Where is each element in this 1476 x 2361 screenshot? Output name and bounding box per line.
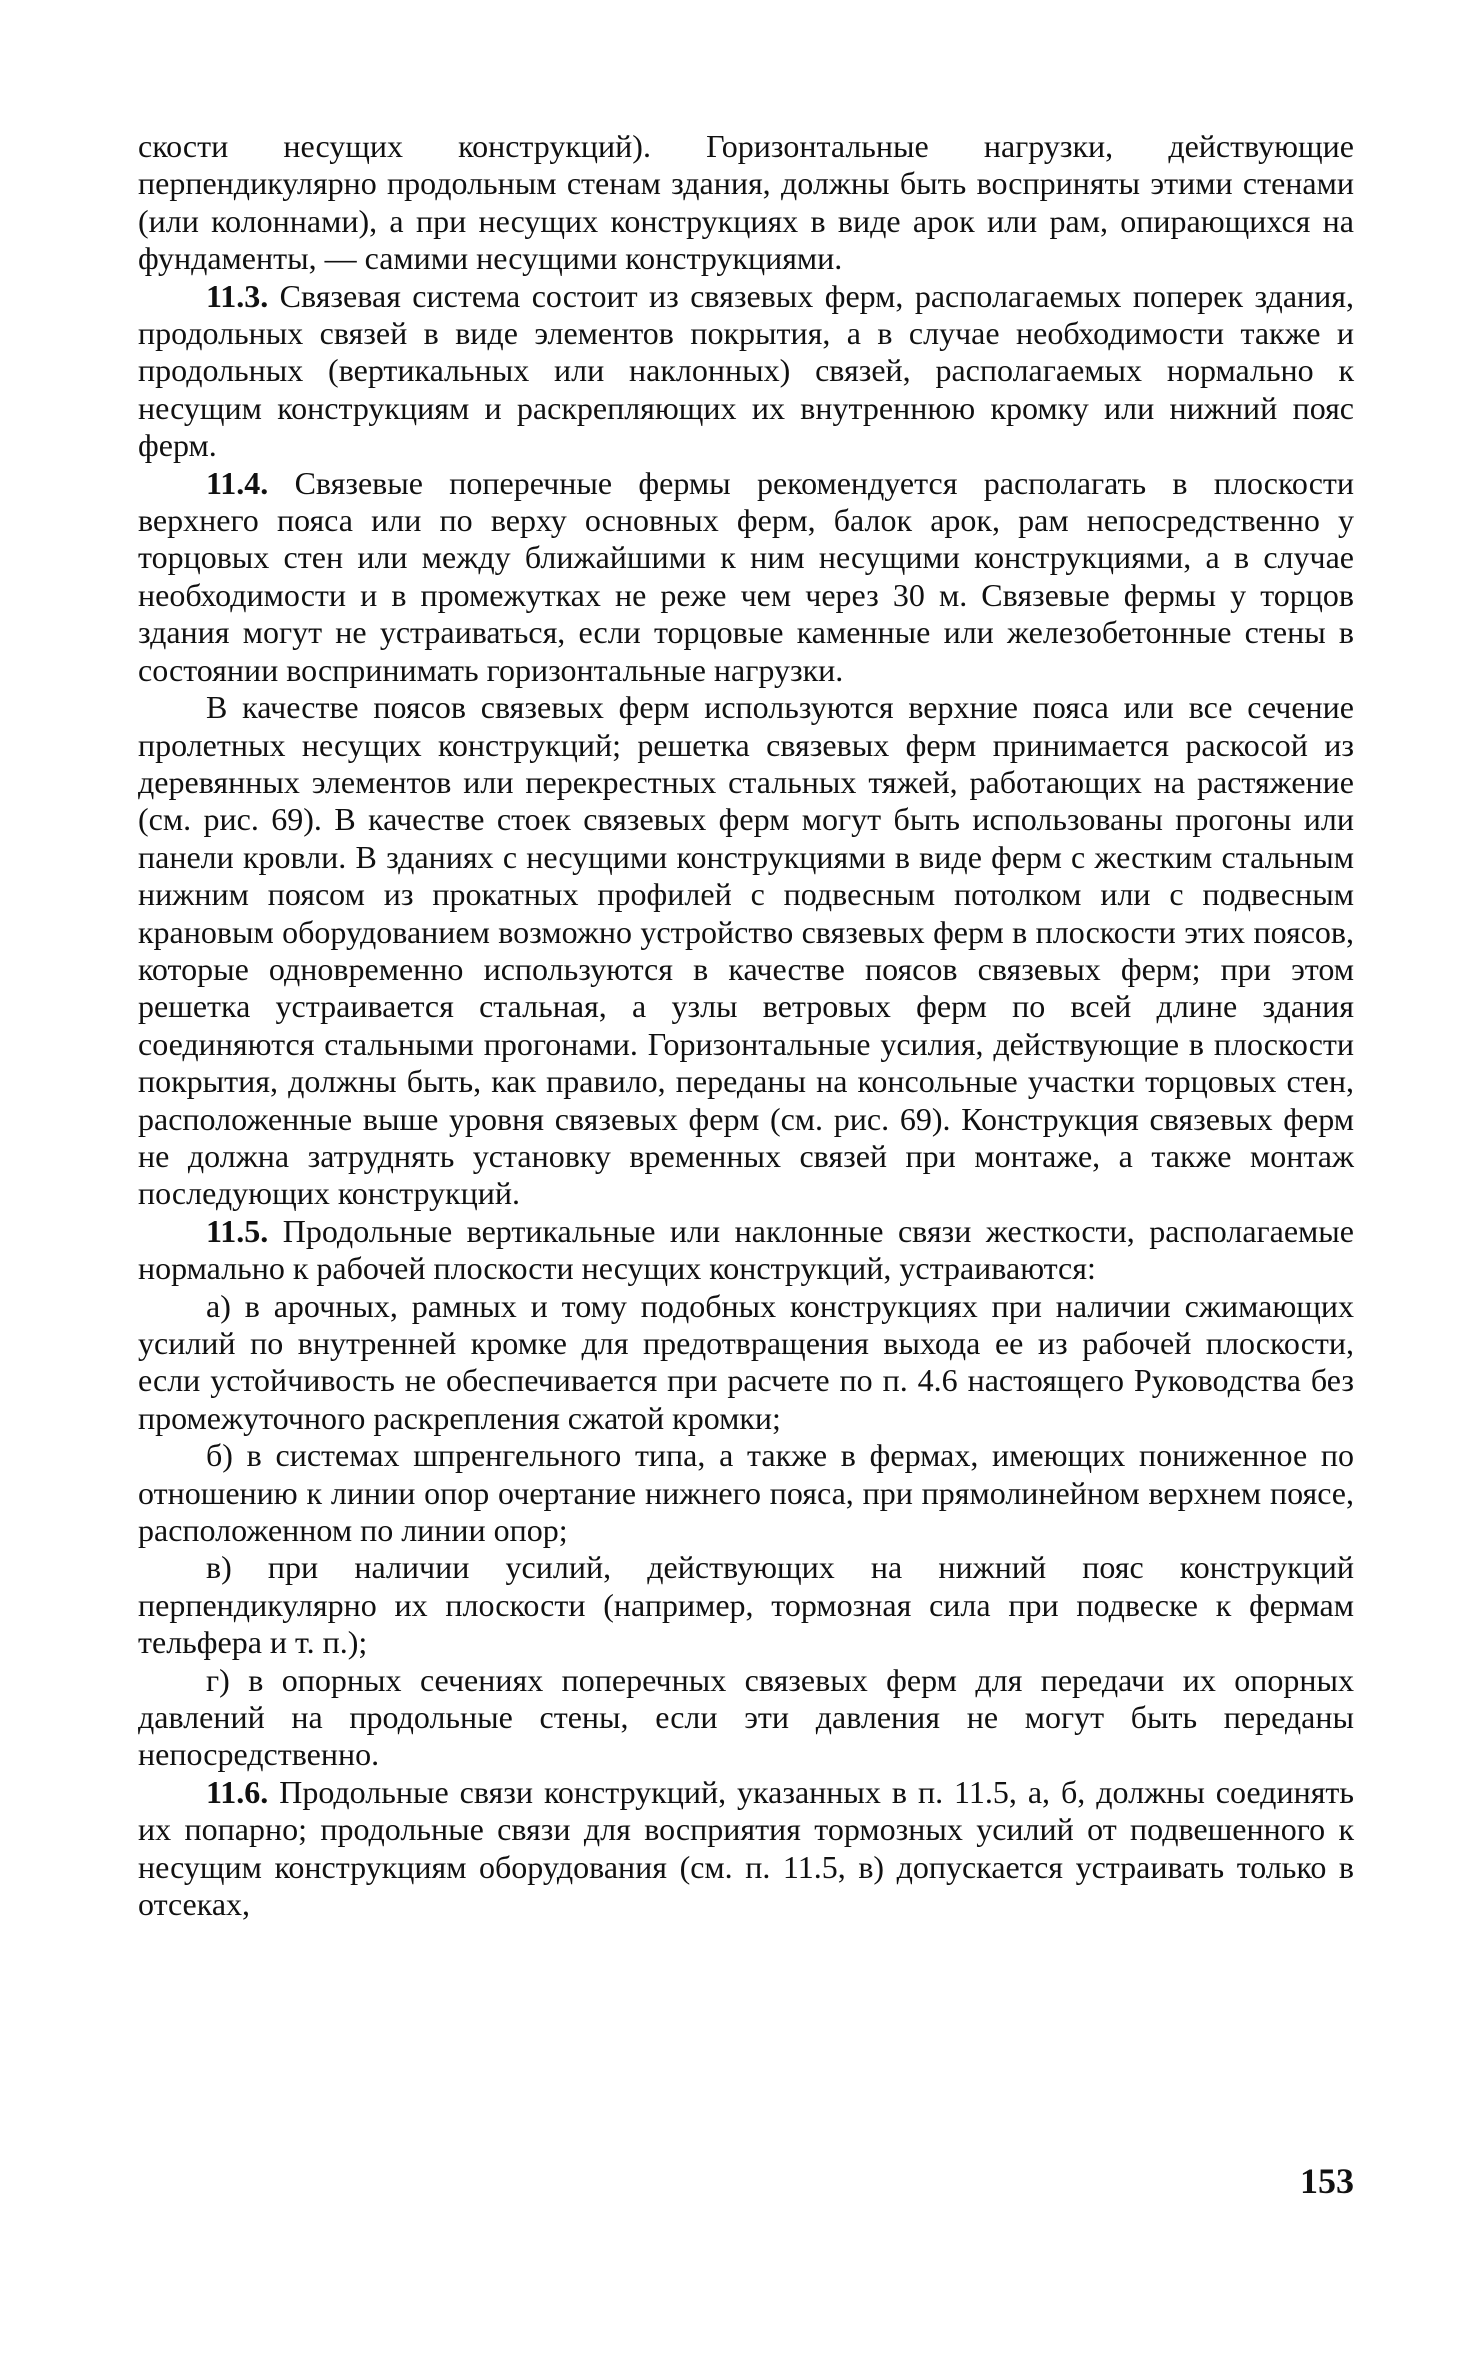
section-number: 11.5. bbox=[206, 1212, 269, 1249]
paragraph-text: Связевая система состоит из связевых ферм, располагаемых поперек здания, продольных связей в виде элементов покрытия, а в случае необходимости также и продольных (вертикальных или наклонных) связей, располагаемых нормально к несущим конструкциям и раскрепляющих их внутреннюю кромку или нижний пояс ферм. bbox=[138, 277, 1354, 464]
list-item-text: в) при наличии усилий, действующих на нижний пояс конструкций перпендикулярно их плоскости (например, тормозная сила при подвеске к фермам тельфера и т. п.); bbox=[138, 1549, 1354, 1661]
page-number: 153 bbox=[1300, 2161, 1354, 2201]
list-item-b bbox=[138, 1437, 1354, 1549]
paragraph-text: В качестве поясов связевых ферм используются верхние пояса или все сечение пролетных несущих конструкций; решетка связевых ферм принимается раскосой из деревянных элементов или перекрестных стальных тяжей, работающих на растяжение (см. рис. 69). В качестве стоек связевых ферм могут быть использованы прогоны или панели кровли. В зданиях с несущими конструкциями в виде ферм с жестким стальным нижним поясом из прокатных профилей с подвесным потолком или с подвесным крановым оборудованием возможно устройство связевых ферм в плоскости этих поясов, которые одновременно используются в качестве поясов связевых ферм; при этом решетка устраивается стальная, а узлы ветровых ферм по всей длине здания соединяются стальными прогонами. Горизонтальные усилия, действующие в плоскости покрытия, должны быть, как правило, переданы на консольные участки торцовых стен, расположенные выше уровня связевых ферм (см. рис. 69). Конструкция связевых ферм не должна затруднять установку временных связей при монтаже, а также монтаж последующих конструкций. bbox=[138, 689, 1354, 1212]
list-item-v bbox=[138, 1549, 1354, 1661]
list-item-text: б) в системах шпренгельного типа, а также в фермах, имеющих пониженное по отношению к линии опор очертание нижнего пояса, при прямолинейном верхнем поясе, расположенном по линии опор; bbox=[138, 1437, 1354, 1549]
paragraph-chord-usage bbox=[138, 689, 1354, 1213]
paragraph-text: Продольные связи конструкций, указанных в п. 11.5, а, б, должны соединять их попарно; продольные связи для восприятия тормозных усилий от подвешенного к несущим конструкциям оборудования (см. п. 11.5, в) допускается устраивать только в отсеках, bbox=[138, 1773, 1354, 1923]
list-item-a bbox=[138, 1288, 1354, 1438]
document-body bbox=[138, 128, 1354, 1924]
paragraph-text: Продольные вертикальные или наклонные связи жесткости, располагаемые нормально к рабочей плоскости несущих конструкций, устраиваются: bbox=[138, 1212, 1354, 1287]
list-item-text: а) в арочных, рамных и тому подобных конструкциях при наличии сжимающих усилий по внутренней кромке для предотвращения выхода ее из рабочей плоскости, если устойчивость не обеспечивается при расчете по п. 4.6 настоящего Руководства без промежуточного раскрепления сжатой кромки; bbox=[138, 1287, 1354, 1436]
paragraph-11-6 bbox=[138, 1774, 1354, 1924]
section-number: 11.6. bbox=[206, 1773, 269, 1810]
list-item-g bbox=[138, 1662, 1354, 1774]
paragraph-11-4 bbox=[138, 465, 1354, 689]
paragraph-text: Связевые поперечные фермы рекомендуется располагать в плоскости верхнего пояса или по верху основных ферм, балок арок, рам непосредственно у торцовых стен или между ближайшими к ним несущими конструкциями, а в случае необходимости и в промежутках не реже чем через 30 м. Связевые фермы у торцов здания могут не устраиваться, если торцовые каменные или железобетонные стены в состоянии воспринимать горизонтальные нагрузки. bbox=[138, 464, 1354, 688]
paragraph-11-3 bbox=[138, 278, 1354, 465]
paragraph-continuation bbox=[138, 128, 1354, 278]
paragraph-11-5 bbox=[138, 1213, 1354, 1288]
section-number: 11.4. bbox=[206, 464, 269, 501]
section-number: 11.3. bbox=[206, 277, 269, 314]
paragraph-text: скости несущих конструкций). Горизонтальные нагрузки, действующие перпендикулярно продольным стенам здания, должны быть восприняты этими стенами (или колоннами), а при несущих конструкциях в виде арок или рам, опирающихся на фундаменты, — самими несущими конструкциями. bbox=[138, 128, 1354, 277]
list-item-text: г) в опорных сечениях поперечных связевых ферм для передачи их опорных давлений на продольные стены, если эти давления не могут быть переданы непосредственно. bbox=[138, 1661, 1354, 1773]
